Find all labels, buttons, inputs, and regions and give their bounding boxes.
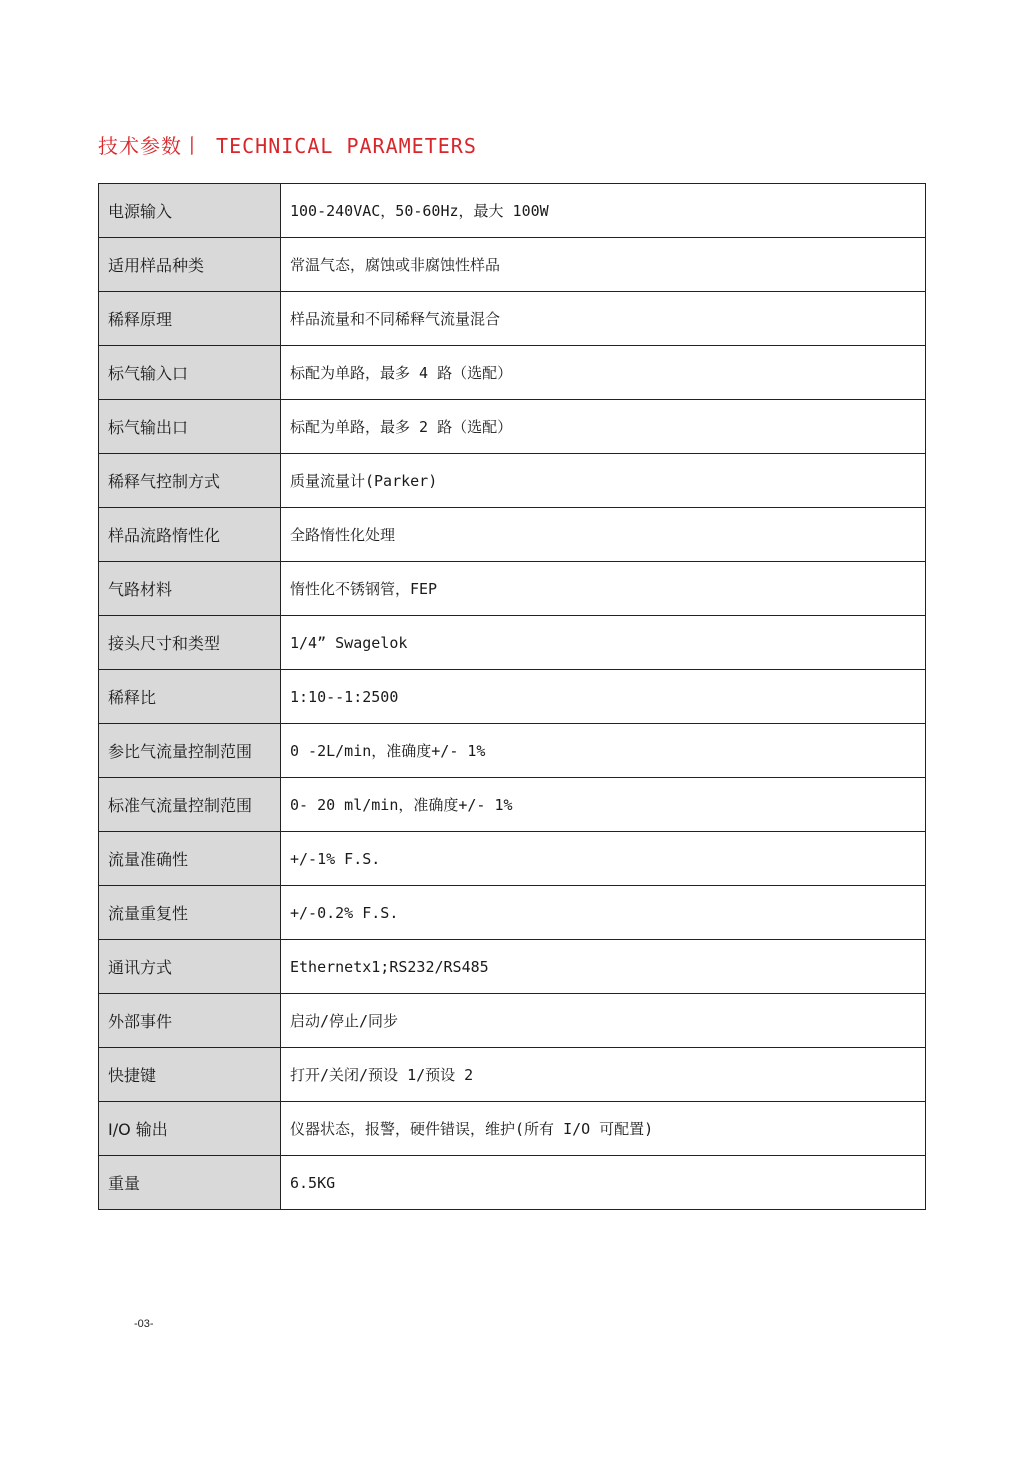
parameter-label: 快捷键	[99, 1048, 281, 1102]
parameter-label: 稀释比	[99, 670, 281, 724]
parameter-value: 启动/停止/同步	[281, 994, 926, 1048]
parameter-value: 质量流量计(Parker)	[281, 454, 926, 508]
parameter-value: 惰性化不锈钢管，FEP	[281, 562, 926, 616]
table-row	[99, 238, 926, 292]
parameter-label: 参比气流量控制范围	[99, 724, 281, 778]
parameter-value: 常温气态，腐蚀或非腐蚀性样品	[281, 238, 926, 292]
parameter-label: 重量	[99, 1156, 281, 1210]
parameter-value: 1:10--1:2500	[281, 670, 926, 724]
table-row	[99, 832, 926, 886]
parameter-label: 稀释原理	[99, 292, 281, 346]
parameter-value: 1/4” Swagelok	[281, 616, 926, 670]
table-row	[99, 292, 926, 346]
table-row	[99, 508, 926, 562]
technical-parameters-table	[98, 183, 926, 1210]
parameter-value: 样品流量和不同稀释气流量混合	[281, 292, 926, 346]
table-row	[99, 454, 926, 508]
parameter-value: 6.5KG	[281, 1156, 926, 1210]
parameter-value: 100-240VAC，50-60Hz，最大 100W	[281, 184, 926, 238]
parameter-value: +/-0.2% F.S.	[281, 886, 926, 940]
parameter-value: 0 -2L/min，准确度+/- 1%	[281, 724, 926, 778]
parameter-label: 标气输出口	[99, 400, 281, 454]
parameter-label: 电源输入	[99, 184, 281, 238]
table-row	[99, 886, 926, 940]
table-row	[99, 994, 926, 1048]
table-row	[99, 616, 926, 670]
parameter-label: 适用样品种类	[99, 238, 281, 292]
parameter-label: 标准气流量控制范围	[99, 778, 281, 832]
parameter-label: 气路材料	[99, 562, 281, 616]
section-heading: 技术参数丨 TECHNICAL PARAMETERS	[98, 134, 477, 158]
table-row	[99, 778, 926, 832]
table-row	[99, 346, 926, 400]
parameter-label: 流量重复性	[99, 886, 281, 940]
parameter-value: 全路惰性化处理	[281, 508, 926, 562]
parameter-label: 标气输入口	[99, 346, 281, 400]
table-row	[99, 1156, 926, 1210]
parameter-label: 通讯方式	[99, 940, 281, 994]
parameter-value: 打开/关闭/预设 1/预设 2	[281, 1048, 926, 1102]
table-row	[99, 724, 926, 778]
table-row	[99, 940, 926, 994]
page-number: -03-	[134, 1318, 154, 1330]
table-row	[99, 562, 926, 616]
table-row	[99, 1048, 926, 1102]
table-row	[99, 1102, 926, 1156]
table-row	[99, 184, 926, 238]
parameter-value: 标配为单路，最多 4 路（选配）	[281, 346, 926, 400]
parameter-label: 流量准确性	[99, 832, 281, 886]
parameter-value: 仪器状态，报警，硬件错误，维护(所有 I/O 可配置)	[281, 1102, 926, 1156]
table-row	[99, 400, 926, 454]
parameter-label: 接头尺寸和类型	[99, 616, 281, 670]
parameter-value: +/-1% F.S.	[281, 832, 926, 886]
parameter-label: I/O 输出	[99, 1102, 281, 1156]
parameter-label: 稀释气控制方式	[99, 454, 281, 508]
parameter-value: Ethernetx1;RS232/RS485	[281, 940, 926, 994]
table-row	[99, 670, 926, 724]
parameter-label: 外部事件	[99, 994, 281, 1048]
parameter-value: 0- 20 ml/min，准确度+/- 1%	[281, 778, 926, 832]
parameter-label: 样品流路惰性化	[99, 508, 281, 562]
parameter-value: 标配为单路，最多 2 路（选配）	[281, 400, 926, 454]
